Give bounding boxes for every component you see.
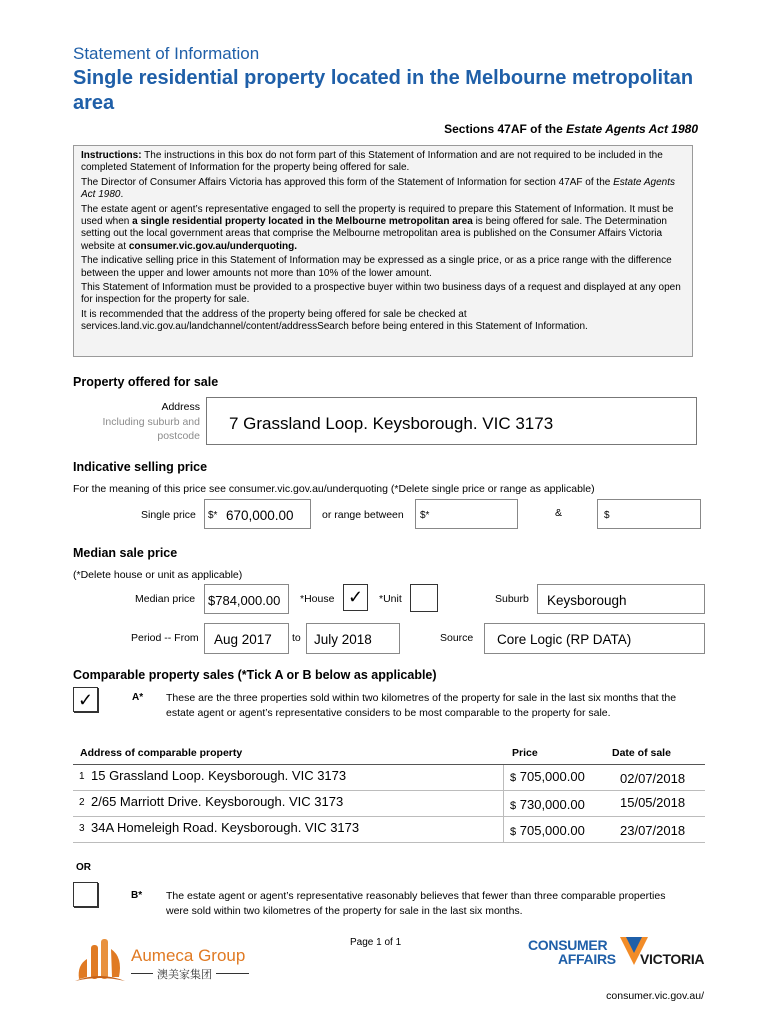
or-label: OR xyxy=(76,862,91,873)
house-label: *House xyxy=(300,593,335,605)
instructions-p6: It is recommended that the address of the property being offered for sale be checked at services.land.vic.gov.au/landchannel/content/addressSearch before being entered in this Statement of Information. xyxy=(81,308,588,333)
single-price-label: Single price xyxy=(141,509,196,521)
median-price-label: Median price xyxy=(135,593,196,605)
row-number: 1 xyxy=(79,771,85,782)
row-date: 02/07/2018 xyxy=(620,771,686,786)
sections-prefix: Sections 47AF of the xyxy=(444,122,567,136)
instructions-p3-link[interactable]: consumer.vic.gov.au/underquoting. xyxy=(128,240,297,252)
col-date-header: Date of sale xyxy=(612,747,671,759)
suburb-field[interactable] xyxy=(537,584,705,614)
instructions-p2-end: . xyxy=(120,189,124,201)
period-from-field[interactable] xyxy=(204,623,289,654)
instructions-box xyxy=(73,145,693,357)
row-divider xyxy=(503,765,504,790)
property-heading: Property offered for sale xyxy=(73,375,219,389)
instructions-p3b: is being offered for sale. The Determination setting out the local government areas that comprise the Melbourne metropolitan area is published on the Consumer Affairs Victoria website at xyxy=(81,216,667,252)
range-and: & xyxy=(555,507,563,519)
option-a-label: A* xyxy=(132,692,144,703)
row-divider xyxy=(503,817,504,842)
sections-reference xyxy=(444,122,698,136)
row-date: 15/05/2018 xyxy=(620,795,686,810)
period-to-value: July 2018 xyxy=(314,632,372,647)
row-number: 3 xyxy=(79,823,85,834)
median-price-field[interactable] xyxy=(204,584,289,614)
single-price-value: 670,000.00 xyxy=(226,508,294,523)
unit-label: *Unit xyxy=(379,593,402,605)
instructions-p5: This Statement of Information must be provided to a prospective buyer within two business days of a request and displayed at any open for inspection for the property for sale. xyxy=(81,282,681,306)
property-address-value: 7 Grassland Loop. Keysborough. VIC 3173 xyxy=(229,414,554,433)
form-kicker: Statement of Information xyxy=(73,44,260,63)
suburb-value: Keysborough xyxy=(547,593,627,608)
indicative-note: For the meaning of this price see consumer.vic.gov.au/underquoting (*Delete single price or range as applicable) xyxy=(73,483,595,495)
house-check-icon: ✓ xyxy=(347,587,364,607)
median-heading: Median sale price xyxy=(73,546,178,560)
cav-logo-victoria: VICTORIA xyxy=(640,951,705,967)
table-row xyxy=(73,765,705,791)
single-price-field[interactable] xyxy=(204,499,311,529)
source-value: Core Logic (RP DATA) xyxy=(497,632,632,647)
table-row xyxy=(73,817,705,843)
comparable-heading: Comparable property sales (*Tick A or B below as applicable) xyxy=(73,668,437,682)
footer-url[interactable]: consumer.vic.gov.au/ xyxy=(606,990,704,1002)
row-address: 2/65 Marriott Drive. Keysborough. VIC 3173 xyxy=(91,794,344,809)
address-label xyxy=(60,400,200,444)
option-a-text: These are the three properties sold within two kilometres of the property for sale in the last six months that the estate agent or agent’s representative considers to be most comparable to the property for sale. xyxy=(166,692,677,719)
row-address: 34A Homeleigh Road. Keysborough. VIC 3173 xyxy=(91,820,360,835)
cav-logo xyxy=(528,937,708,971)
page-number: Page 1 of 1 xyxy=(350,937,402,948)
address-label-line1: Address xyxy=(161,401,200,413)
period-to-label: to xyxy=(292,632,301,644)
indicative-heading: Indicative selling price xyxy=(73,460,208,474)
range-from-field[interactable] xyxy=(415,499,518,529)
aumeca-logo-chinese: 澳美家集团 xyxy=(153,966,216,982)
option-a-checkbox[interactable] xyxy=(73,687,98,712)
option-a-check-icon: ✓ xyxy=(77,690,94,710)
option-b-label: B* xyxy=(131,890,143,901)
row-price: $ 705,000.00 xyxy=(510,769,585,784)
instructions-p2: The Director of Consumer Affairs Victoria has approved this form of the Statement of Information for section 47AF of the xyxy=(81,176,614,188)
row-number: 2 xyxy=(79,797,85,808)
source-label: Source xyxy=(440,632,474,644)
range-to-field[interactable] xyxy=(597,499,701,529)
instructions-label: Instructions: xyxy=(81,150,142,161)
median-price-value: $784,000.00 xyxy=(208,593,281,608)
range-label: or range between xyxy=(322,509,404,521)
cav-logo-line1: CONSUMER xyxy=(528,937,608,953)
property-address-field[interactable] xyxy=(206,397,697,445)
row-price: $ 730,000.00 xyxy=(510,797,585,812)
row-address: 15 Grassland Loop. Keysborough. VIC 3173 xyxy=(91,768,347,783)
instructions-p2-act: Estate Agents Act 1980 xyxy=(81,176,675,201)
period-label: Period -- From xyxy=(131,632,199,644)
table-row xyxy=(73,791,705,817)
option-b-text: The estate agent or agent’s representative reasonably believes that fewer than three comparable properties were sold within two kilometres of the property for sale in the last six months. xyxy=(166,890,666,917)
sections-act: Estate Agents Act 1980 xyxy=(566,122,698,136)
single-price-currency: $* xyxy=(208,510,218,521)
col-address-header: Address of comparable property xyxy=(80,747,243,759)
address-label-line3: postcode xyxy=(157,430,200,442)
period-to-field[interactable] xyxy=(306,623,400,654)
aumeca-logo-name: Aumeca Group xyxy=(131,946,246,965)
house-checkbox[interactable] xyxy=(343,584,368,611)
instructions-p1: The instructions in this box do not form part of this Statement of Information and are not required to be included in the completed Statement of Information for the property being offered for sale. xyxy=(81,150,663,174)
instructions-p3a: The estate agent or agent’s representative engaged to sell the property is required to prepare this Statement of Information. It must be used when xyxy=(81,203,674,228)
row-price: $ 705,000.00 xyxy=(510,823,585,838)
address-label-line2: Including suburb and xyxy=(102,415,200,428)
aumeca-logo xyxy=(73,935,273,985)
aumeca-logo-icon xyxy=(73,935,127,985)
median-note: (*Delete house or unit as applicable) xyxy=(73,569,243,581)
period-from-value: Aug 2017 xyxy=(214,632,272,647)
col-price-header: Price xyxy=(512,747,538,759)
instructions-p4: The indicative selling price in this Statement of Information may be expressed as a single price, or as a price range with the difference between the upper and lower amounts not more than 10% of the lower amount. xyxy=(81,255,672,279)
option-b-checkbox[interactable] xyxy=(73,882,98,907)
cav-logo-line2: AFFAIRS xyxy=(558,951,616,967)
unit-checkbox[interactable] xyxy=(410,584,438,612)
suburb-label: Suburb xyxy=(495,593,529,605)
page-title: Single residential property located in the Melbourne metropolitan area xyxy=(73,67,694,114)
instructions-p3-bold: a single residential property located in the Melbourne metropolitan area xyxy=(132,216,473,228)
row-date: 23/07/2018 xyxy=(620,823,686,838)
source-field[interactable] xyxy=(484,623,705,654)
range-from-currency: $* xyxy=(420,510,430,521)
range-to-currency: $ xyxy=(604,510,610,521)
row-divider xyxy=(503,791,504,816)
